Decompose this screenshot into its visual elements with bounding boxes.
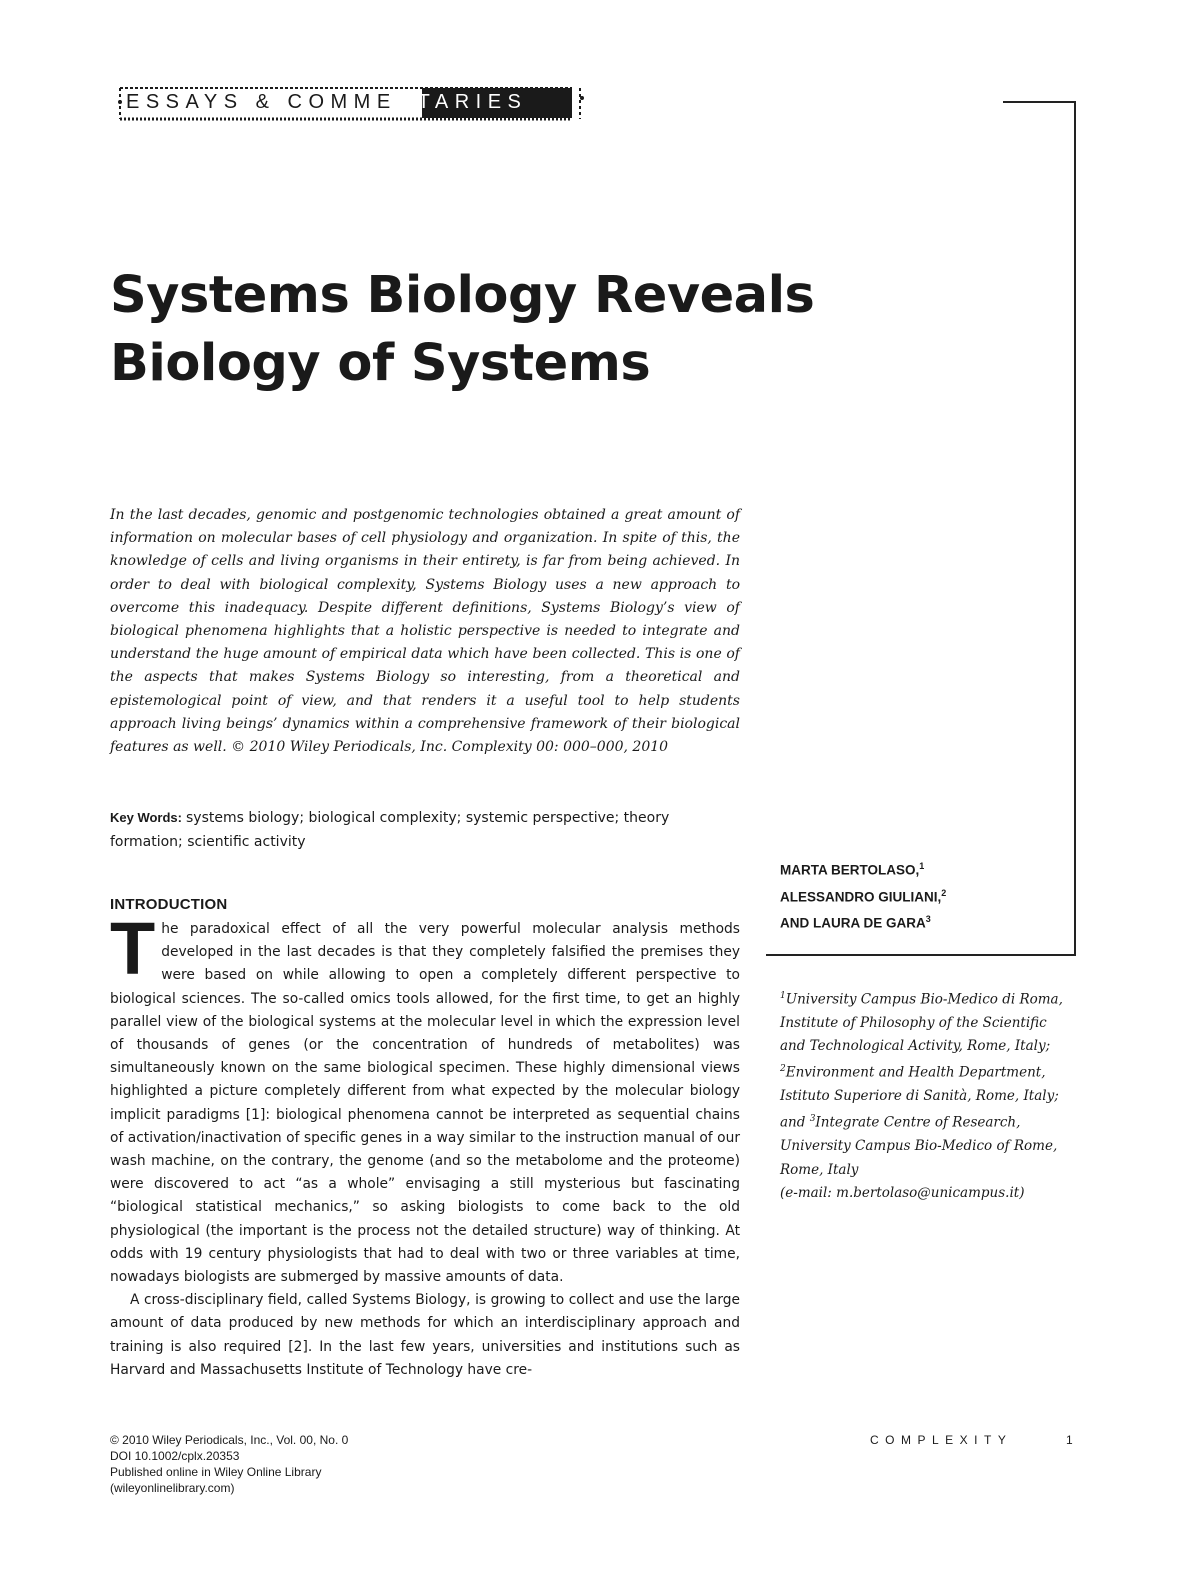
banner-text-dark: ESSAYS & COMME <box>126 91 397 113</box>
frame-line-bottom <box>766 954 1076 956</box>
drop-cap: T <box>110 907 156 990</box>
frame-line-top <box>1003 101 1076 103</box>
banner-text-light: NTARIES <box>396 91 528 113</box>
journal-name: COMPLEXITY <box>870 1433 1013 1447</box>
contact-email: (e-mail: m.bertolaso@unicampus.it) <box>780 1184 1025 1201</box>
copyright-line: © 2010 Wiley Periodicals, Inc., Vol. 00, No. 0 <box>110 1433 349 1447</box>
frame-line-right <box>1074 101 1076 956</box>
library-url-line: (wileyonlinelibrary.com) <box>110 1481 235 1495</box>
body-paragraph-1 <box>110 907 740 1289</box>
affiliation-1-sup: 1 <box>780 991 786 1001</box>
article-title: Systems Biology Reveals Biology of Systems <box>110 266 815 393</box>
section-banner <box>114 84 586 124</box>
author-3: AND LAURA DE GARA <box>780 915 926 931</box>
author-3-sup: 3 <box>925 914 931 924</box>
banner-text <box>126 90 527 114</box>
keywords <box>110 806 740 854</box>
author-list <box>780 855 1070 935</box>
affiliation-3: Integrate Centre of Research, University Campus Bio-Medico of Rome, Rome, Italy <box>780 1114 1058 1178</box>
affiliation-2-sup: 2 <box>780 1064 786 1075</box>
body-text-column <box>110 907 740 1382</box>
body-paragraph-2: A cross-disciplinary field, called Systems Biology, is growing to collect and use the large amount of data produced by new methods for which an interdisciplinary approach and training is also required [2]. In the last few years, universities and institutions such as Harvard and Massachusetts Institute of Technology have cre- <box>110 1292 740 1378</box>
author-2-sup: 2 <box>941 887 947 898</box>
affiliation-3-sup: 3 <box>809 1114 816 1125</box>
keywords-label: Key Words: <box>110 810 182 825</box>
page-number: 1 <box>1066 1433 1073 1447</box>
affiliation-1: University Campus Bio-Medico di Roma, Institute of Philosophy of the Scientific and Technological Activity, Rome, Italy; <box>780 991 1063 1055</box>
affiliations <box>780 985 1070 1205</box>
affiliation-2: Environment and Health Department, Istituto Superiore di Sanità, Rome, Italy; and <box>780 1064 1059 1131</box>
published-online-line: Published online in Wiley Online Library <box>110 1465 322 1479</box>
abstract: In the last decades, genomic and postgenomic technologies obtained a great amount of information on molecular bases of cell physiology and organization. In spite of this, the knowledge of cells and living organisms in their entirety, is far from being achieved. In order to deal with biological complexity, Systems Biology uses a new approach to overcome this inadequacy. Despite different definitions, Systems Biology’s view of biological phenomena highlights that a holistic perspective is needed to integrate and understand the huge amount of empirical data which have been collected. This is one of the aspects that makes Systems Biology so interesting, from a theoretical and epistemological point of view, and that renders it a useful tool to help students approach living beings’ dynamics within a comprehensive framework of their biological features as well. © 2010 Wiley Periodicals, Inc. Complexity 00: 000–000, 2010 <box>110 507 740 756</box>
author-1-sup: 1 <box>919 861 925 871</box>
body-paragraph-1-text: he paradoxical effect of all the very powerful molecular analysis methods developed in the last decades is that they completely falsified the premises they were based on while allowing to open a completely different perspective to biological sciences. The so-called omics tools allowed, for the first time, to get an highly parallel view of the biological systems at the molecular level in which the expression level of thousands of genes (or the concentration of hundreds of metabolites) was simultaneously known on the same biological specimen. These highly dimensional views highlighted a picture completely different from what expected by the molecular biology implicit paradigms [1]: biological phenomena cannot be interpreted as sequential chains of activation/inactivation of specific genes in a way similar to the instruction manual of our wash machine, on the contrary, the genome (and so the metabolome and the proteome) were discovered to act “as a whole” envisaging a still mysterious but fascinating “biological statistical mechanics,” so asking biologists to come back to the old physiological (the important is the process not the detailed structure) way of thinking. At odds with 19 century physiologists that had to deal with two or three variables at time, nowadays biologists are submerged by massive amounts of data. <box>110 921 740 1286</box>
doi-line: DOI 10.1002/cplx.20353 <box>110 1449 240 1463</box>
author-2: ALESSANDRO GIULIANI, <box>780 889 942 904</box>
publication-info <box>110 1432 510 1496</box>
keywords-text: systems biology; biological complexity; systemic perspective; theory formation; scientific activity <box>110 810 670 850</box>
section-heading-introduction: INTRODUCTION <box>110 896 228 913</box>
author-1: MARTA BERTOLASO, <box>780 862 920 878</box>
